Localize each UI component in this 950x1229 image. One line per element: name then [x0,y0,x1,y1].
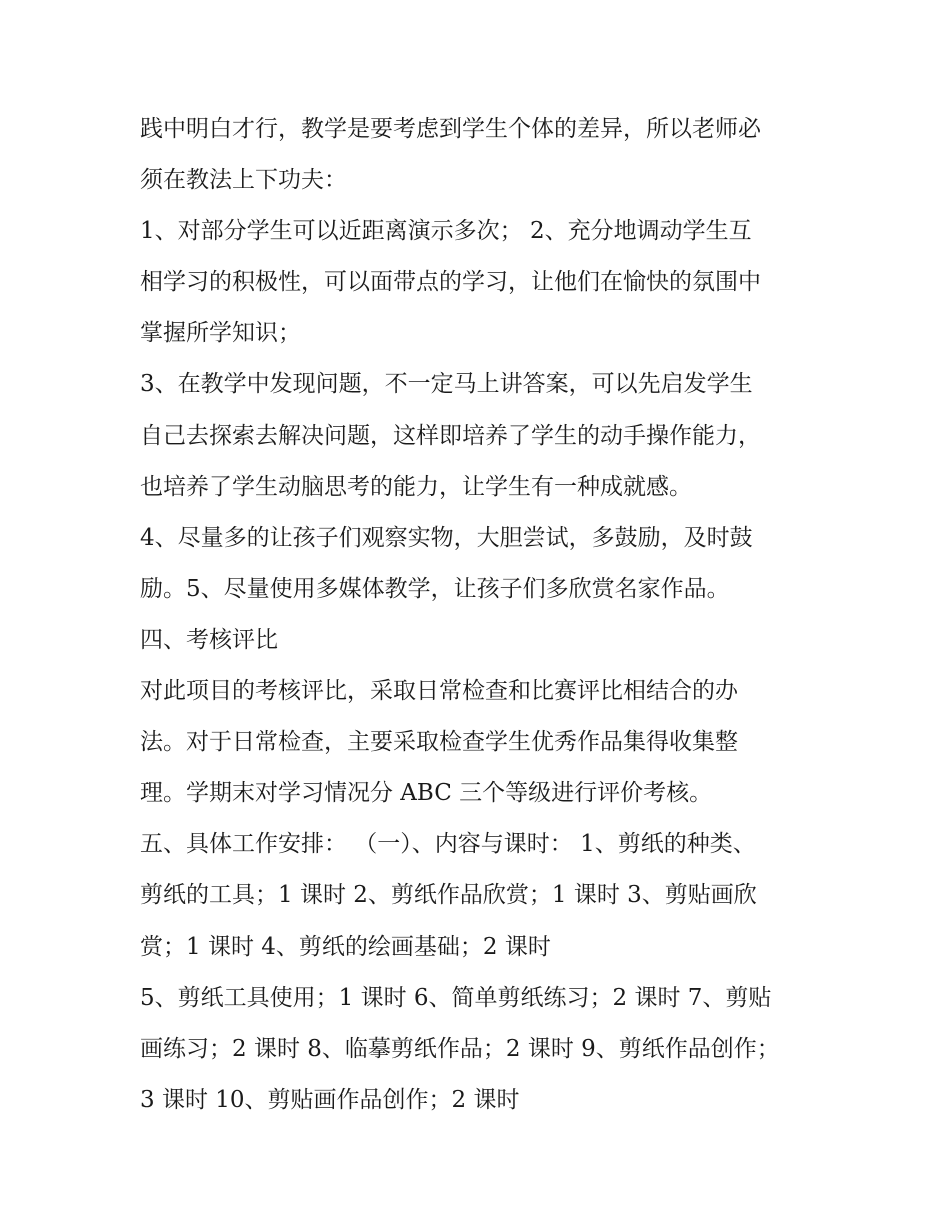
text-line: 理。学期末对学习情况分 ABC 三个等级进行评价考核。 [140,780,713,807]
text-line: 也培养了学生动脑思考的能力，让学生有一种成就感。 [140,473,692,500]
text-line: 3 课时 10、剪贴画作品创作；2 课时 [140,1086,520,1113]
text-line: 1、对部分学生可以近距离演示多次； 2、充分地调动学生互 [140,218,752,245]
text-line: 5、剪纸工具使用；1 课时 6、简单剪纸练习；2 课时 7、剪贴 [140,984,772,1011]
document-body [140,104,820,1126]
text-line: 剪纸的工具；1 课时 2、剪纸作品欣赏；1 课时 3、剪贴画欣 [140,882,757,909]
text-line: 五、具体工作安排： （一）、内容与课时： 1、剪纸的种类、 [140,831,756,858]
text-line: 3、在教学中发现问题，不一定马上讲答案，可以先启发学生 [140,371,753,398]
text-line: 法。对于日常检查，主要采取检查学生优秀作品集得收集整 [140,729,738,756]
text-line: 4、尽量多的让孩子们观察实物，大胆尝试，多鼓励，及时鼓 [140,524,753,551]
text-line: 践中明白才行，教学是要考虑到学生个体的差异，所以老师必 [140,116,761,142]
text-line: 自己去探索去解决问题，这样即培养了学生的动手操作能力， [140,422,761,449]
text-line: 对此项目的考核评比，采取日常检查和比赛评比相结合的办 [140,678,738,705]
text-line: 相学习的积极性，可以面带点的学习，让他们在愉快的氛围中 [140,269,761,296]
text-line: 励。5、尽量使用多媒体教学，让孩子们多欣赏名家作品。 [140,575,730,602]
section-heading: 四、考核评比 [140,626,278,653]
text-line: 画练习；2 课时 8、临摹剪纸作品；2 课时 9、剪纸作品创作； [140,1035,780,1062]
text-line: 赏；1 课时 4、剪纸的绘画基础；2 课时 [140,933,551,960]
text-line: 须在教法上下功夫： [140,167,347,194]
text-line: 掌握所学知识； [140,320,301,347]
